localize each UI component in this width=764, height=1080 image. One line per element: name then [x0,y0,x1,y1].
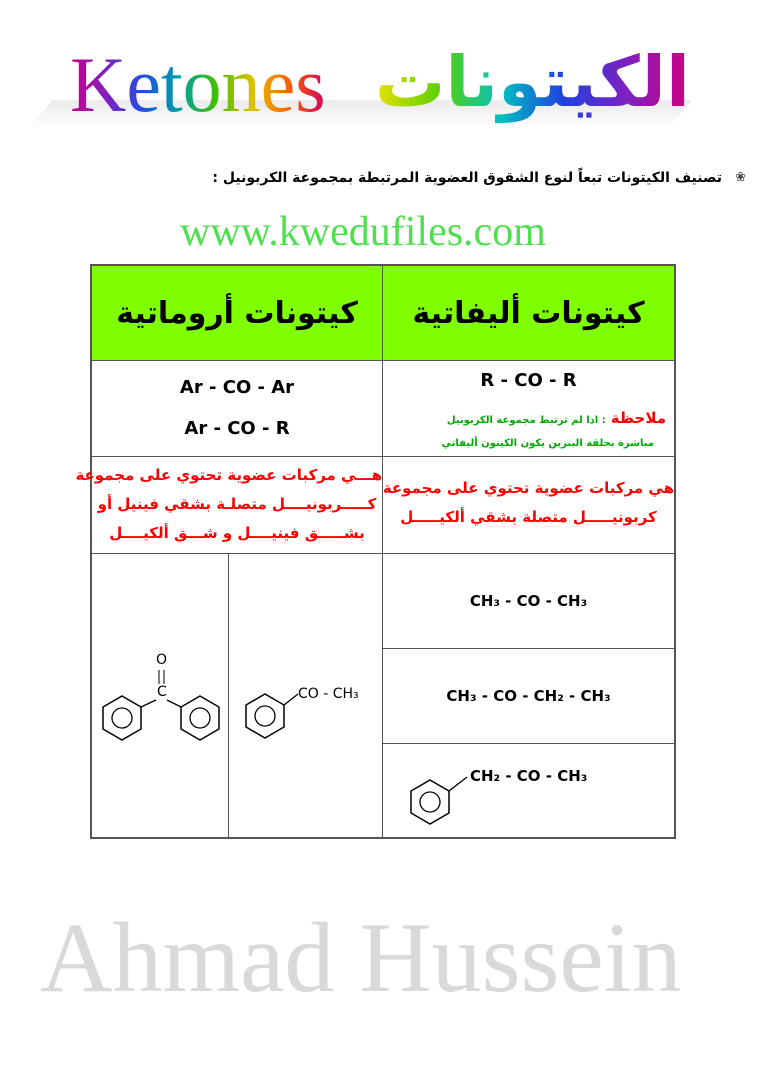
benzophenone-structure [100,666,226,750]
aliphatic-general-formula: R - CO - R [480,369,577,391]
carbonyl-carbon: C [157,684,167,700]
aromatic-formula-2: Ar - CO - R [184,417,290,439]
note-line1: : اذا لم ترتبط مجموعة الكربونيل [446,415,606,426]
author-watermark: Ahmad Hussein [40,902,682,1013]
aliphatic-note [447,408,666,427]
note-line2: مباشرة بحلقة البنزين يكون الكيتون أليفاتي [441,438,654,449]
example-acetone: CH₃ - CO - CH₃ [469,591,588,610]
definition-line: بشـــــق فينيــــل و شـــق ألكيــــل [109,524,365,542]
header-aromatic: كيتونات أروماتية [116,295,358,331]
benzene-ring-icon [243,690,299,740]
carbonyl-oxygen: O [156,652,168,668]
definition-line: كربونيـــــل متصلة بشقي ألكيـــــل [400,508,657,526]
intro-text: تصنيف الكيتونات تبعاً لنوع الشقوق العضوية المرتبطة بمجموعة الكربونيل : [212,170,722,186]
title-arabic: الكيتونات [375,35,690,130]
flower-bullet-icon: ❀ [735,170,746,185]
aromatic-formula-1: Ar - CO - Ar [179,376,295,398]
aliphatic-definition [383,474,674,532]
bond-line [449,765,469,793]
example-acetophenone: CO - CH₃ [298,686,359,702]
example-butanone: CH₃ - CO - CH₂ - CH₃ [446,686,611,705]
example-phenylacetone: CH₂ - CO - CH₃ [470,767,588,785]
title-english: Ketones [70,41,326,128]
definition-line: كـــــربونيــــل متصلـة بشقي فينيل أو [97,495,377,513]
header-aliphatic: كيتونات أليفاتية [412,295,645,331]
site-watermark: www.kwedufiles.com [180,209,546,255]
note-label: ملاحظة [610,409,666,427]
aromatic-definition [75,461,382,548]
definition-line: هـــي مركبات عضوية تحتوي على مجموعة [75,466,382,484]
definition-line: هي مركبات عضوية تحتوي على مجموعة [382,479,674,497]
benzene-ring-icon [408,778,452,826]
